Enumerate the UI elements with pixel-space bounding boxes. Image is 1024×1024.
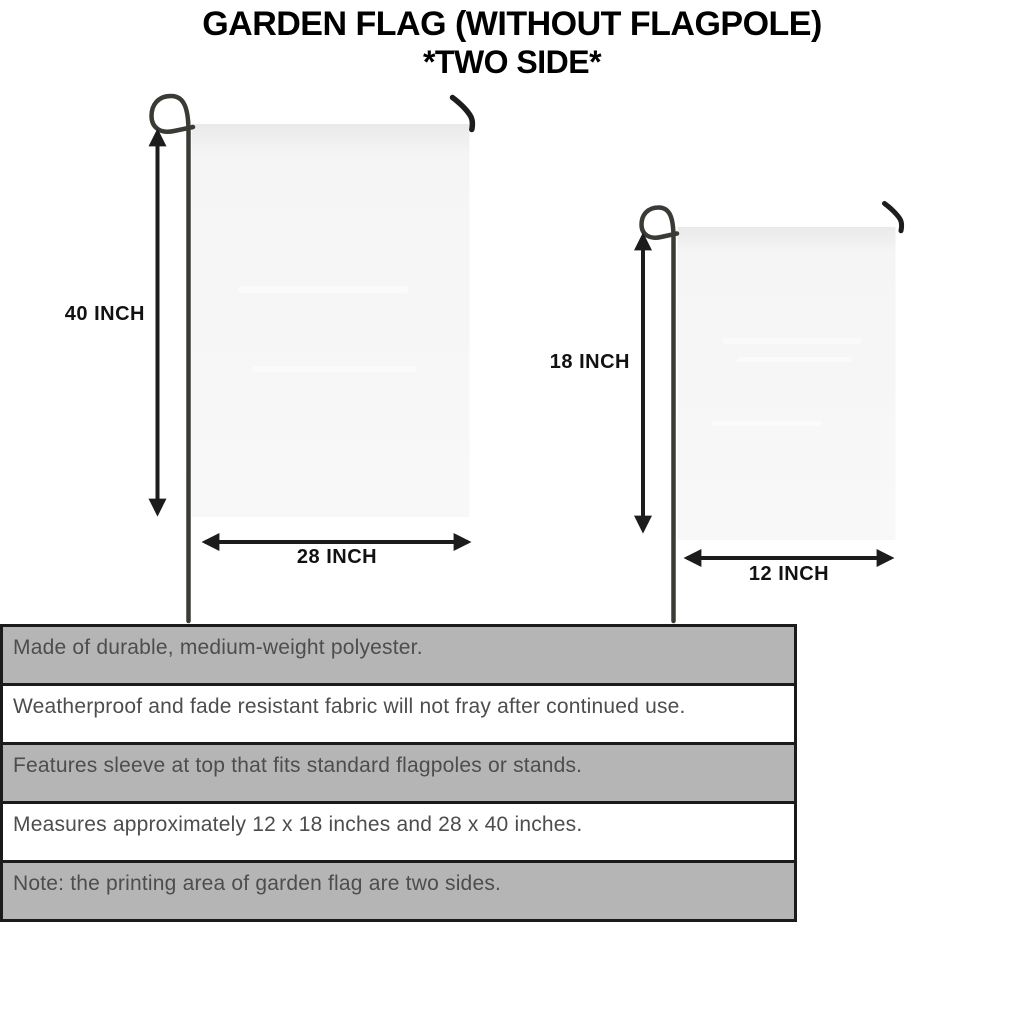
page-title-line2: *TWO SIDE* [422,44,602,80]
feature-row: Features sleeve at top that fits standard flagpoles or stands. [0,742,797,804]
small-flagpole [642,208,678,622]
small-flag-height-label: 18 INCH [549,351,630,373]
small-flagpole-hook-icon [885,204,902,231]
page-title-line1: GARDEN FLAG (WITHOUT FLAGPOLE) [202,5,822,43]
feature-row: Measures approximately 12 x 18 inches and 28 x 40 inches. [0,801,797,863]
feature-row: Weatherproof and fade resistant fabric will not fray after continued use. [0,683,797,745]
feature-row: Made of durable, medium-weight polyester. [0,624,797,686]
small-flag-canvas [678,227,896,540]
large-flag-diagram [152,96,473,621]
large-flag-canvas [192,124,470,517]
large-flag-height-label: 40 INCH [64,303,145,325]
features-table [0,624,797,922]
small-flag-width-label: 12 INCH [748,563,830,585]
feature-row: Note: the printing area of garden flag are two sides. [0,860,797,922]
small-flag-diagram [642,204,902,622]
large-flag-width-label: 28 INCH [296,546,378,568]
